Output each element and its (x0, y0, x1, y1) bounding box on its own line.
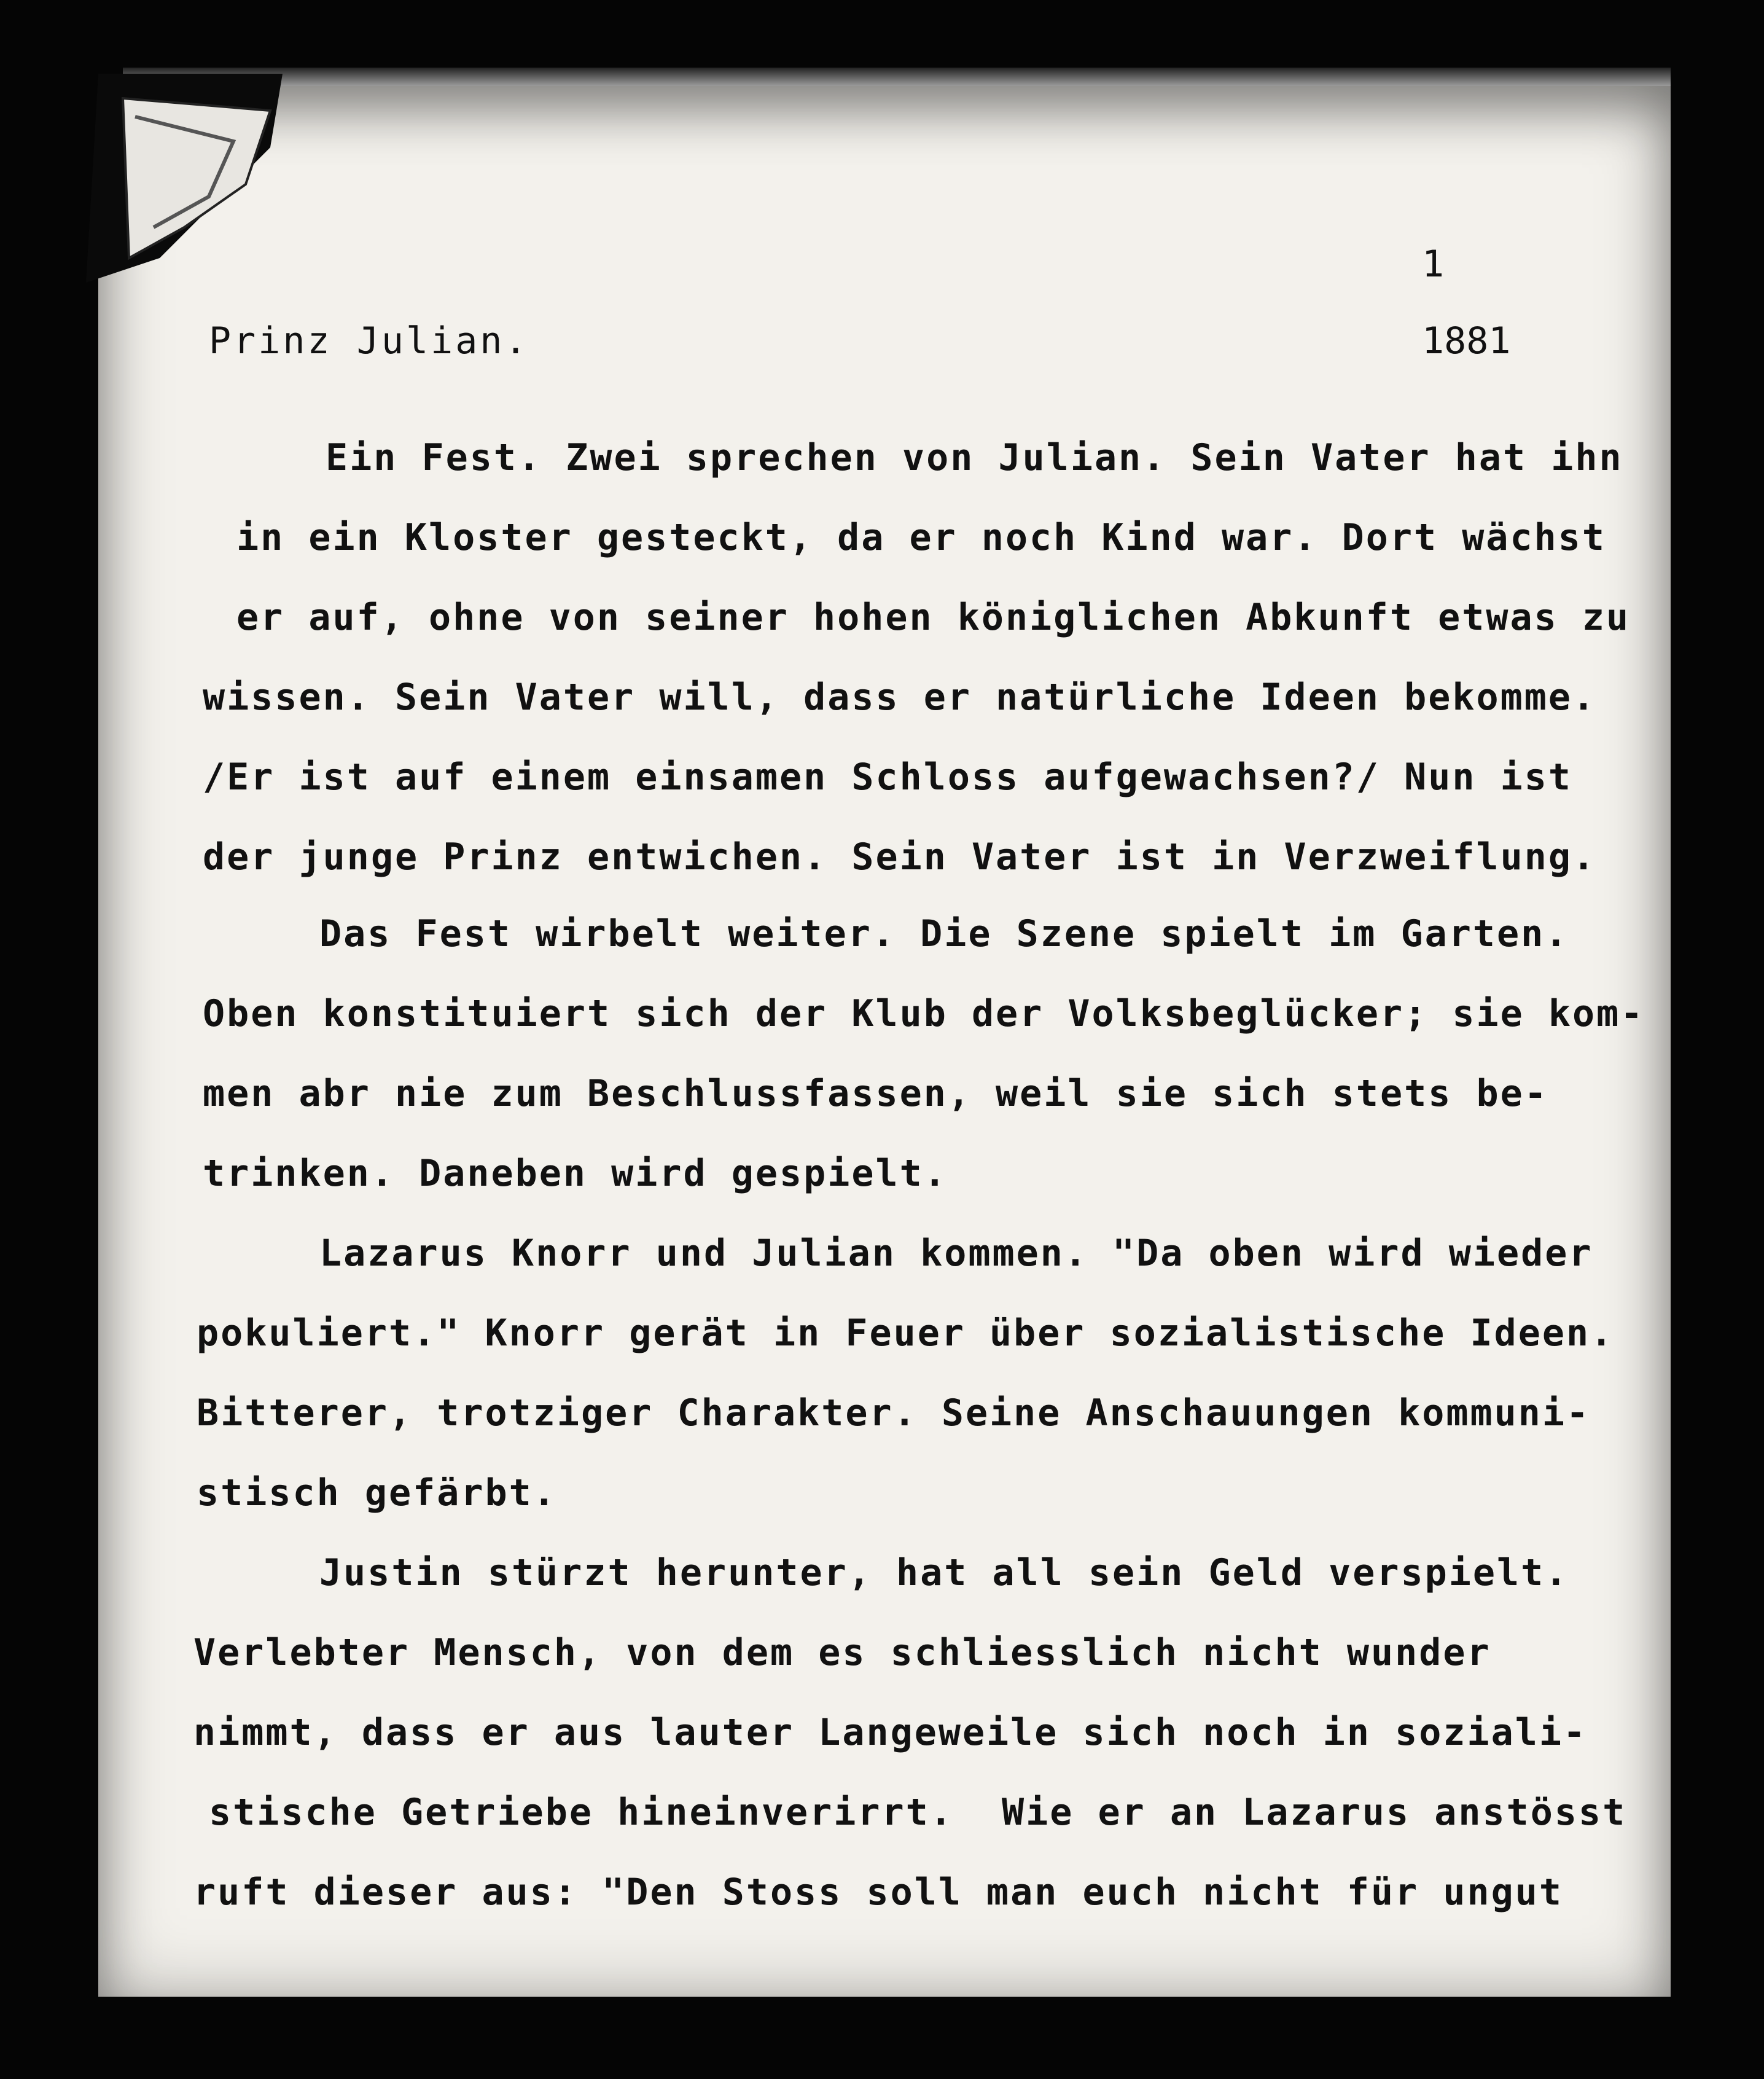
document-title: Prinz Julian. (209, 319, 529, 362)
text-line: /Er ist auf einem einsamen Schloss aufgewachsen?/ Nun ist (203, 756, 1573, 799)
folded-corner (86, 74, 283, 283)
document-year: 1881 (1422, 319, 1511, 362)
text-line: in ein Kloster gesteckt, da er noch Kind war. Dort wächst (236, 516, 1607, 559)
text-line: stische Getriebe hineinverirrt. Wie er an Lazarus anstösst (209, 1791, 1627, 1834)
text-line: trinken. Daneben wird gespielt. (203, 1152, 948, 1195)
text-line: Verlebter Mensch, von dem es schliesslich nicht wunder (193, 1631, 1491, 1674)
text-line: Oben konstituiert sich der Klub der Volksbeglücker; sie kom- (203, 992, 1645, 1035)
text-line: pokuliert." Knorr gerät in Feuer über sozialistische Ideen. (197, 1312, 1615, 1355)
text-line: er auf, ohne von seiner hohen königlichen Abkunft etwas zu (236, 596, 1631, 639)
text-line: der junge Prinz entwichen. Sein Vater ist in Verzweiflung. (203, 836, 1597, 879)
text-line: wissen. Sein Vater will, dass er natürliche Ideen bekomme. (203, 676, 1597, 719)
text-line: Ein Fest. Zwei sprechen von Julian. Sein Vater hat ihn (326, 436, 1623, 479)
text-line: Lazarus Knorr und Julian kommen. "Da oben wird wieder (319, 1232, 1593, 1275)
text-line: stisch gefärbt. (197, 1471, 557, 1514)
text-line: men abr nie zum Beschlussfassen, weil sie sich stets be- (203, 1072, 1548, 1115)
text-line: Bitterer, trotziger Charakter. Seine Anschauungen kommuni- (197, 1392, 1591, 1435)
text-line: Justin stürzt herunter, hat all sein Geld verspielt. (319, 1551, 1569, 1594)
text-line: Das Fest wirbelt weiter. Die Szene spielt im Garten. (319, 912, 1569, 955)
text-line: ruft dieser aus: "Den Stoss soll man euch nicht für ungut (193, 1871, 1564, 1914)
typewritten-page (98, 86, 1671, 1997)
page-number: 1 (1422, 243, 1445, 286)
text-line: nimmt, dass er aus lauter Langeweile sich noch in soziali- (193, 1711, 1588, 1754)
